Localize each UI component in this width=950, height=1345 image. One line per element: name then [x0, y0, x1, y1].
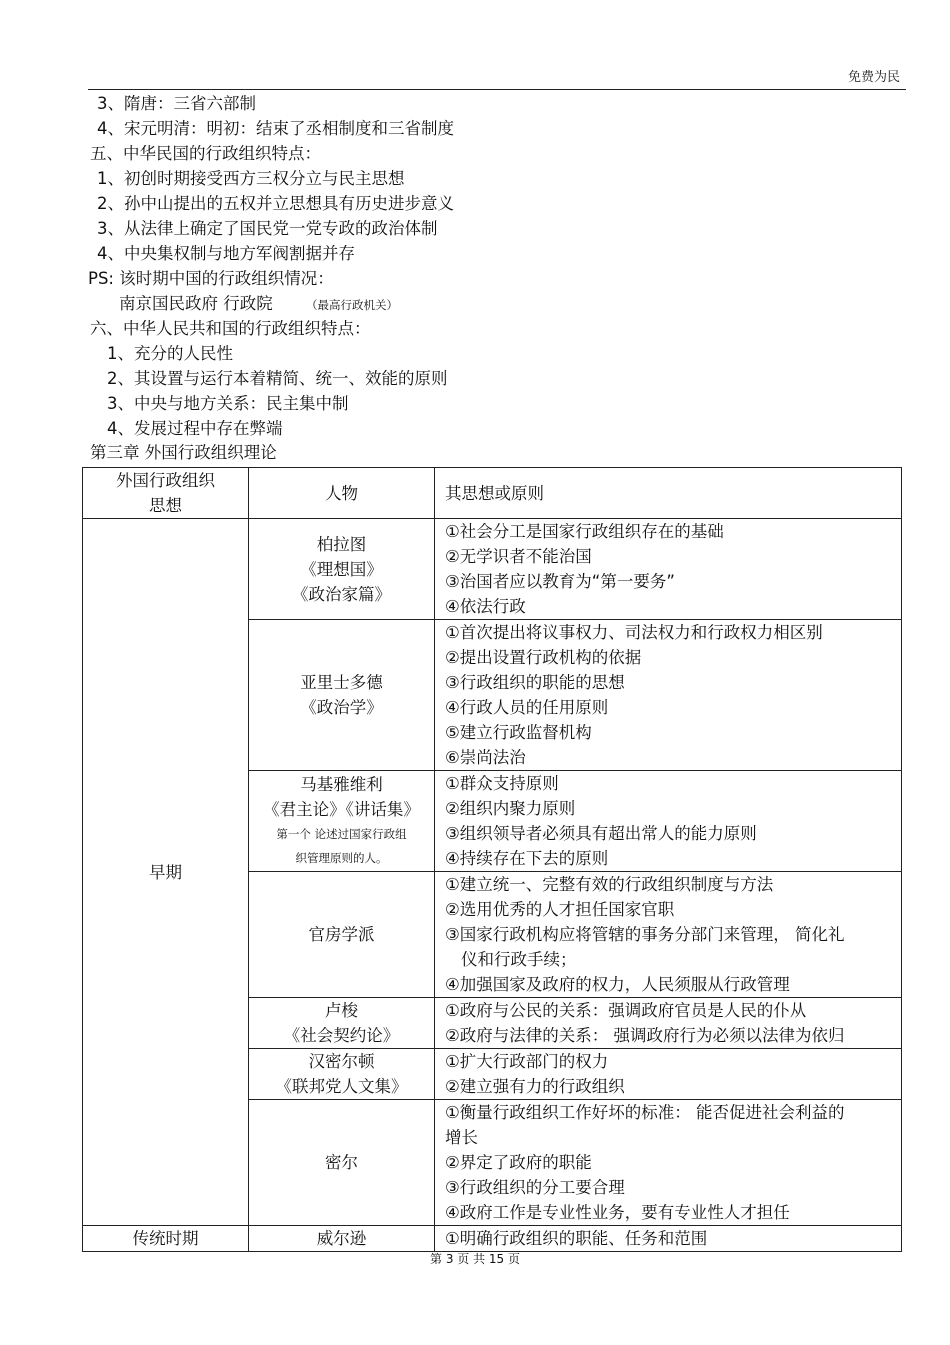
person-name: 官房学派 [308, 925, 375, 944]
person-cell [249, 519, 435, 620]
section-heading: 五、中华民国的行政组织特点： [90, 144, 321, 163]
person-cell [249, 872, 435, 998]
header-right-text: 免费为民 [847, 70, 900, 85]
principle-item: ③治国者应以教育为“第一要务” [445, 572, 675, 591]
principle-item: ②政府与法律的关系： 强调政府行为必须以法律为依归 [445, 1026, 845, 1045]
person-work: 《政治学》 [300, 698, 383, 717]
principle-item: ④行政人员的任用原则 [445, 698, 609, 717]
principle-item: ①社会分工是国家行政组织存在的基础 [445, 522, 724, 541]
header-cell-principles [435, 468, 902, 519]
person-note: 第一个 论述过国家行政组 [276, 827, 407, 841]
text-line: 3、从法律上确定了国民党一党专政的政治体制 [97, 219, 438, 238]
person-cell [249, 1049, 435, 1100]
principles-cell [435, 1049, 902, 1100]
table-row [83, 519, 902, 620]
header-label: 人物 [325, 483, 358, 503]
text-line: 南京国民政府 行政院 [119, 294, 273, 313]
person-work: 《理想国》 [300, 559, 383, 579]
era-cell [83, 519, 249, 1226]
era-cell [83, 1226, 249, 1252]
principles-cell [435, 872, 902, 998]
principle-item: ①建立统一、完整有效的行政组织制度与方法 [445, 875, 774, 894]
person-work: 《君主论》《讲话集》 [263, 800, 420, 819]
principle-item-continued: 增长 [445, 1128, 478, 1147]
note-text: （最高行政机关） [306, 298, 398, 312]
text-line: 4、宋元明清：明初：结束了丞相制度和三省制度 [97, 119, 454, 138]
principles-cell [435, 998, 902, 1049]
principles-cell [435, 620, 902, 771]
text-line: 2、孙中山提出的五权并立思想具有历史进步意义 [97, 194, 454, 213]
header-cell-person [249, 468, 435, 519]
section-heading: 六、中华人民共和国的行政组织特点： [90, 319, 371, 338]
principles-cell [435, 1100, 902, 1226]
principle-item: ③国家行政机构应将管辖的事务分部门来管理， 简化礼 [445, 925, 845, 944]
principle-item: ③组织领导者必须具有超出常人的能力原则 [445, 824, 757, 843]
principle-item: ②组织内聚力原则 [445, 799, 576, 818]
person-work: 《社会契约论》 [283, 1026, 400, 1045]
principle-item: ①政府与公民的关系：强调政府官员是人民的仆从 [445, 1001, 807, 1020]
person-name: 汉密尔顿 [308, 1052, 375, 1071]
person-name: 威尔逊 [316, 1229, 367, 1248]
principle-item: ②建立强有力的行政组织 [445, 1077, 625, 1096]
principles-cell [435, 519, 902, 620]
text-line: 3、中央与地方关系：民主集中制 [107, 394, 349, 413]
text-line: 1、充分的人民性 [107, 344, 233, 363]
person-cell [249, 1226, 435, 1252]
text-line: 1、初创时期接受西方三权分立与民主思想 [97, 169, 405, 188]
person-name: 马基雅维利 [300, 775, 383, 794]
principle-item: ②无学识者不能治国 [445, 547, 592, 566]
chapter-heading: 第三章 外国行政组织理论 [90, 443, 277, 462]
principle-item: ③行政组织的职能的思想 [445, 673, 625, 692]
principle-item: ⑤建立行政监督机构 [445, 723, 592, 742]
era-label: 早期 [149, 862, 182, 882]
person-name: 柏拉图 [316, 534, 367, 554]
person-name: 卢梭 [325, 1001, 358, 1020]
theory-table [82, 467, 902, 1252]
principle-item: ①扩大行政部门的权力 [445, 1052, 609, 1071]
era-label: 传统时期 [132, 1229, 199, 1248]
principle-item: ②提出设置行政机构的依据 [445, 648, 642, 667]
principle-item: ④加强国家及政府的权力，人民须服从行政管理 [445, 975, 790, 994]
principle-item: ①群众支持原则 [445, 774, 559, 793]
principle-item: ①明确行政组织的职能、任务和范围 [445, 1229, 708, 1248]
person-work: 《联邦党人文集》 [275, 1077, 408, 1096]
principle-item: ⑥崇尚法治 [445, 748, 526, 767]
principle-item: ③行政组织的分工要合理 [445, 1178, 625, 1197]
person-work: 《政治家篇》 [292, 584, 391, 604]
header-label: 其思想或原则 [445, 483, 544, 503]
text-line: 4、发展过程中存在弊端 [107, 419, 283, 438]
principles-cell [435, 1226, 902, 1252]
principles-cell [435, 771, 902, 872]
person-cell [249, 1100, 435, 1226]
person-cell [249, 998, 435, 1049]
principle-item-continued: 仪和行政手续； [461, 950, 577, 969]
header-cell-era [83, 468, 249, 519]
principle-item: ②界定了政府的职能 [445, 1153, 592, 1172]
text-line: 4、中央集权制与地方军阀割据并存 [97, 244, 355, 263]
person-cell [249, 771, 435, 872]
ps-line: PS: 该时期中国的行政组织情况： [88, 269, 334, 288]
header-label: 外国行政组织 [116, 471, 215, 490]
page-footer: 第 3 页 共 15 页 [430, 1252, 520, 1266]
principle-item: ④持续存在下去的原则 [445, 849, 609, 868]
text-line: 2、其设置与运行本着精简、统一、效能的原则 [107, 369, 448, 388]
person-note: 织管理原则的人。 [295, 851, 388, 865]
person-name: 密尔 [325, 1153, 358, 1172]
text-line: 3、隋唐：三省六部制 [97, 94, 256, 113]
principle-item: ②选用优秀的人才担任国家官职 [445, 900, 675, 919]
person-name: 亚里士多德 [300, 673, 383, 692]
table-row [83, 1226, 902, 1252]
principle-item: ①衡量行政组织工作好坏的标准： 能否促进社会利益的 [445, 1103, 845, 1122]
principle-item: ④政府工作是专业性业务，要有专业性人才担任 [445, 1203, 790, 1222]
person-cell [249, 620, 435, 771]
header-label: 思想 [149, 496, 182, 515]
principle-item: ①首次提出将议事权力、司法权力和行政权力相区别 [445, 623, 823, 642]
header-divider [88, 89, 906, 90]
table-header-row [83, 468, 902, 519]
principle-item: ④依法行政 [445, 597, 526, 616]
